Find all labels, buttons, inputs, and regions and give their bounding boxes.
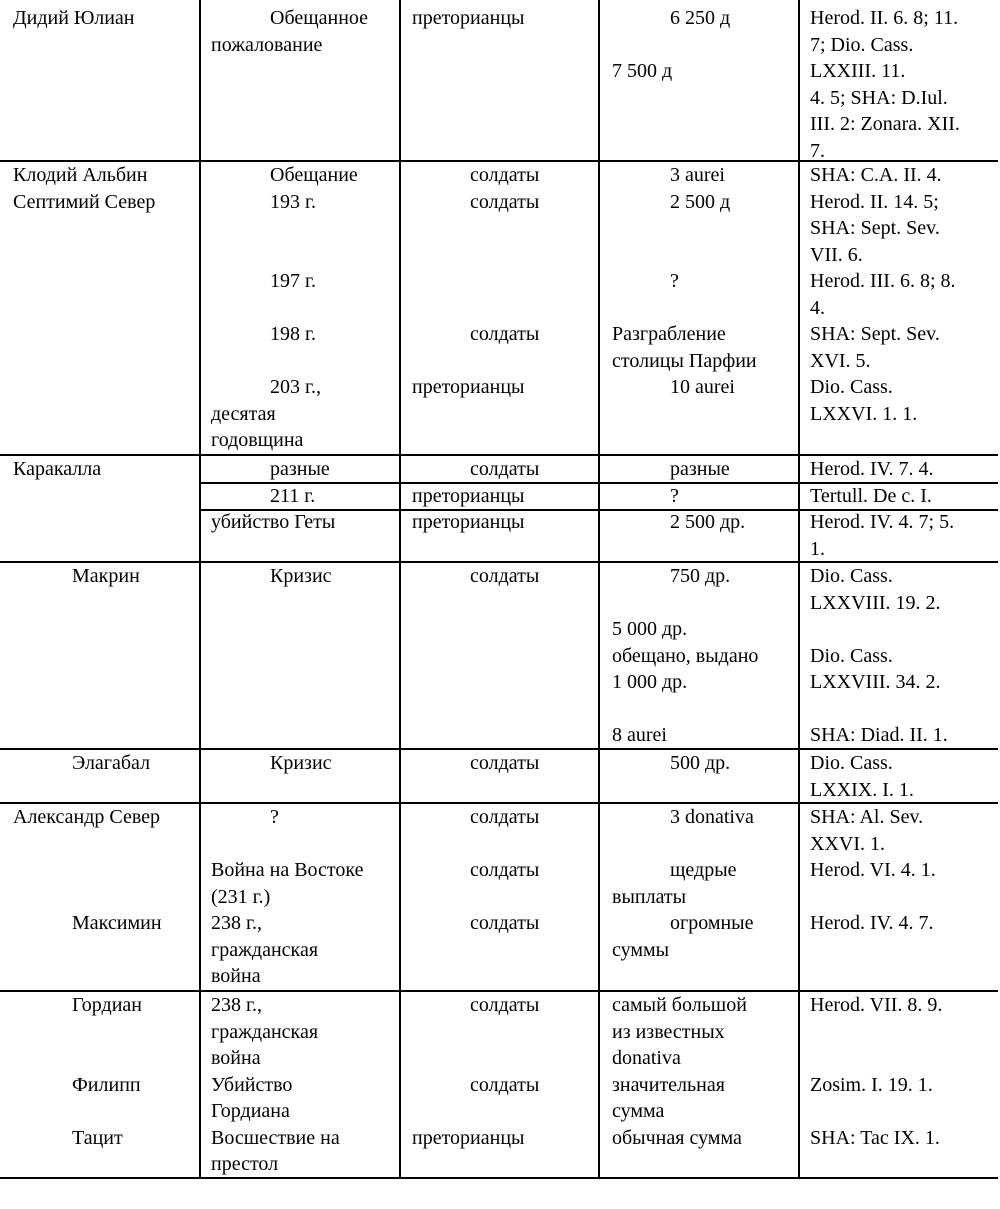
emperor-name: Септимий Север	[13, 190, 156, 213]
source-cell: Herod. II. 14. 5;	[810, 190, 939, 213]
source-cell: 7.	[810, 139, 825, 162]
occasion-cell: годовщина	[211, 429, 304, 451]
recipients-cell: солдаты	[470, 912, 540, 934]
source-cell: Dio. Cass.	[810, 376, 893, 398]
source-cell: LXXIII. 11.	[810, 60, 906, 82]
amount-cell: 2 500 д	[670, 190, 731, 213]
source-cell: SHA: Al. Sev.	[810, 806, 924, 828]
occasion-cell: ?	[270, 806, 279, 828]
occasion-cell: гражданская	[211, 1020, 319, 1043]
amount-cell: 8 aurei	[612, 724, 667, 746]
occasion-cell: 198 г.	[270, 323, 316, 345]
source-cell: Herod. II. 6. 8; 11.	[810, 7, 959, 29]
occasion-cell: 203 г.,	[270, 376, 321, 398]
column-rule	[598, 0, 600, 1177]
recipients-cell: солдаты	[470, 190, 540, 213]
amount-cell: 6 250 д	[670, 7, 731, 29]
occasion-cell: разные	[270, 458, 330, 480]
source-cell: 1.	[810, 537, 825, 560]
source-cell: Tertull. De c. I.	[810, 484, 932, 507]
occasion-cell: Обещание	[270, 164, 358, 186]
source-cell: Dio. Cass.	[810, 644, 893, 667]
source-cell: XVI. 5.	[810, 349, 871, 372]
amount-cell: столицы Парфии	[612, 349, 757, 372]
occasion-cell: 193 г.	[270, 190, 316, 213]
source-cell: Herod. VII. 8. 9.	[810, 994, 943, 1016]
source-cell: SHA: Tac IX. 1.	[810, 1126, 940, 1149]
amount-cell: 1 000 др.	[612, 671, 688, 693]
amount-cell: самый большой	[612, 994, 747, 1016]
amount-cell: donativa	[612, 1047, 681, 1069]
emperor-name: Александр Север	[13, 806, 161, 828]
occasion-cell: гражданская	[211, 938, 319, 961]
source-cell: Zosim. I. 19. 1.	[810, 1073, 933, 1096]
recipients-cell: преторианцы	[412, 7, 525, 29]
emperor-name: Каракалла	[13, 458, 102, 480]
source-cell: Herod. VI. 4. 1.	[810, 859, 936, 881]
occasion-cell: война	[211, 1047, 261, 1069]
recipients-cell: солдаты	[470, 1073, 540, 1096]
occasion-cell: десятая	[211, 402, 276, 425]
amount-cell: 5 000 др.	[612, 618, 688, 640]
recipients-cell: солдаты	[470, 752, 540, 774]
source-cell: SHA: Sept. Sev.	[810, 217, 940, 239]
occasion-cell: Восшествие на	[211, 1126, 340, 1149]
recipients-cell: солдаты	[470, 164, 540, 186]
recipients-cell: солдаты	[470, 806, 540, 828]
occasion-cell: престол	[211, 1153, 279, 1175]
emperor-name: Клодий Альбин	[13, 164, 148, 186]
amount-cell: ?	[670, 484, 679, 507]
amount-cell: 750 др.	[670, 565, 731, 587]
source-cell: LXXVIII. 19. 2.	[810, 591, 941, 614]
source-cell: LXXVIII. 34. 2.	[810, 671, 941, 693]
source-cell: 4. 5; SHA: D.Iul.	[810, 86, 948, 109]
amount-cell: из известных	[612, 1020, 725, 1043]
amount-cell: 7 500 д	[612, 60, 673, 82]
column-rule	[798, 0, 800, 1177]
emperor-name: Гордиан	[72, 994, 142, 1016]
recipients-cell: солдаты	[470, 859, 540, 881]
occasion-cell: Кризис	[270, 565, 332, 587]
occasion-cell: 211 г.	[270, 484, 316, 507]
occasion-cell: Война на Востоке	[211, 859, 364, 881]
column-rule	[199, 0, 201, 1177]
emperor-name: Дидий Юлиан	[13, 7, 135, 29]
source-cell: SHA: C.A. II. 4.	[810, 164, 942, 186]
source-cell: Herod. IV. 4. 7; 5.	[810, 511, 955, 533]
source-cell: SHA: Diad. II. 1.	[810, 724, 948, 746]
occasion-cell: война	[211, 965, 261, 987]
amount-cell: обещано, выдано	[612, 644, 759, 667]
amount-cell: суммы	[612, 938, 670, 961]
source-cell: Dio. Cass.	[810, 752, 893, 774]
emperor-name: Элагабал	[72, 752, 151, 774]
amount-cell: щедрые	[670, 859, 737, 881]
amount-cell: 2 500 др.	[670, 511, 746, 533]
amount-cell: ?	[670, 270, 679, 292]
source-cell: 4.	[810, 296, 825, 319]
source-cell: XXVI. 1.	[810, 832, 885, 855]
amount-cell: 500 др.	[670, 752, 731, 774]
recipients-cell: солдаты	[470, 323, 540, 345]
source-cell: LXXVI. 1. 1.	[810, 402, 918, 425]
source-cell: SHA: Sept. Sev.	[810, 323, 940, 345]
occasion-cell: 238 г.,	[211, 994, 262, 1016]
source-cell: LXXIX. I. 1.	[810, 778, 914, 801]
amount-cell: 3 donativa	[670, 806, 754, 828]
occasion-cell: Убийство	[211, 1073, 293, 1096]
recipients-cell: преторианцы	[412, 484, 525, 507]
occasion-cell: убийство Геты	[211, 511, 336, 533]
emperor-name: Максимин	[72, 912, 162, 934]
occasion-cell: (231 г.)	[211, 885, 271, 908]
source-cell: Dio. Cass.	[810, 565, 893, 587]
recipients-cell: преторианцы	[412, 511, 525, 533]
source-cell: Herod. IV. 7. 4.	[810, 458, 934, 480]
amount-cell: сумма	[612, 1100, 665, 1122]
amount-cell: обычная сумма	[612, 1126, 742, 1149]
recipients-cell: преторианцы	[412, 376, 525, 398]
emperor-name: Тацит	[72, 1126, 123, 1149]
occasion-cell: Обещанное	[270, 7, 369, 29]
occasion-cell: 238 г.,	[211, 912, 262, 934]
source-cell: III. 2: Zonara. XII.	[810, 113, 960, 135]
emperor-name: Макрин	[72, 565, 140, 587]
source-cell: 7; Dio. Cass.	[810, 33, 914, 56]
table-bottom-rule	[0, 1177, 998, 1179]
occasion-cell: Кризис	[270, 752, 332, 774]
source-cell: Herod. IV. 4. 7.	[810, 912, 934, 934]
recipients-cell: солдаты	[470, 458, 540, 480]
recipients-cell: солдаты	[470, 565, 540, 587]
source-cell: Herod. III. 6. 8; 8.	[810, 270, 956, 292]
occasion-cell: 197 г.	[270, 270, 316, 292]
occasion-cell: пожалование	[211, 33, 323, 56]
occasion-cell: Гордиана	[211, 1100, 290, 1122]
recipients-cell: солдаты	[470, 994, 540, 1016]
amount-cell: Разграбление	[612, 323, 726, 345]
source-cell: VII. 6.	[810, 243, 863, 266]
recipients-cell: преторианцы	[412, 1126, 525, 1149]
amount-cell: огромные	[670, 912, 754, 934]
amount-cell: значительная	[612, 1073, 725, 1096]
column-rule	[399, 0, 401, 1177]
amount-cell: 3 aurei	[670, 164, 725, 186]
amount-cell: разные	[670, 458, 730, 480]
amount-cell: 10 aurei	[670, 376, 735, 398]
amount-cell: выплаты	[612, 885, 687, 908]
emperor-name: Филипп	[72, 1073, 141, 1096]
